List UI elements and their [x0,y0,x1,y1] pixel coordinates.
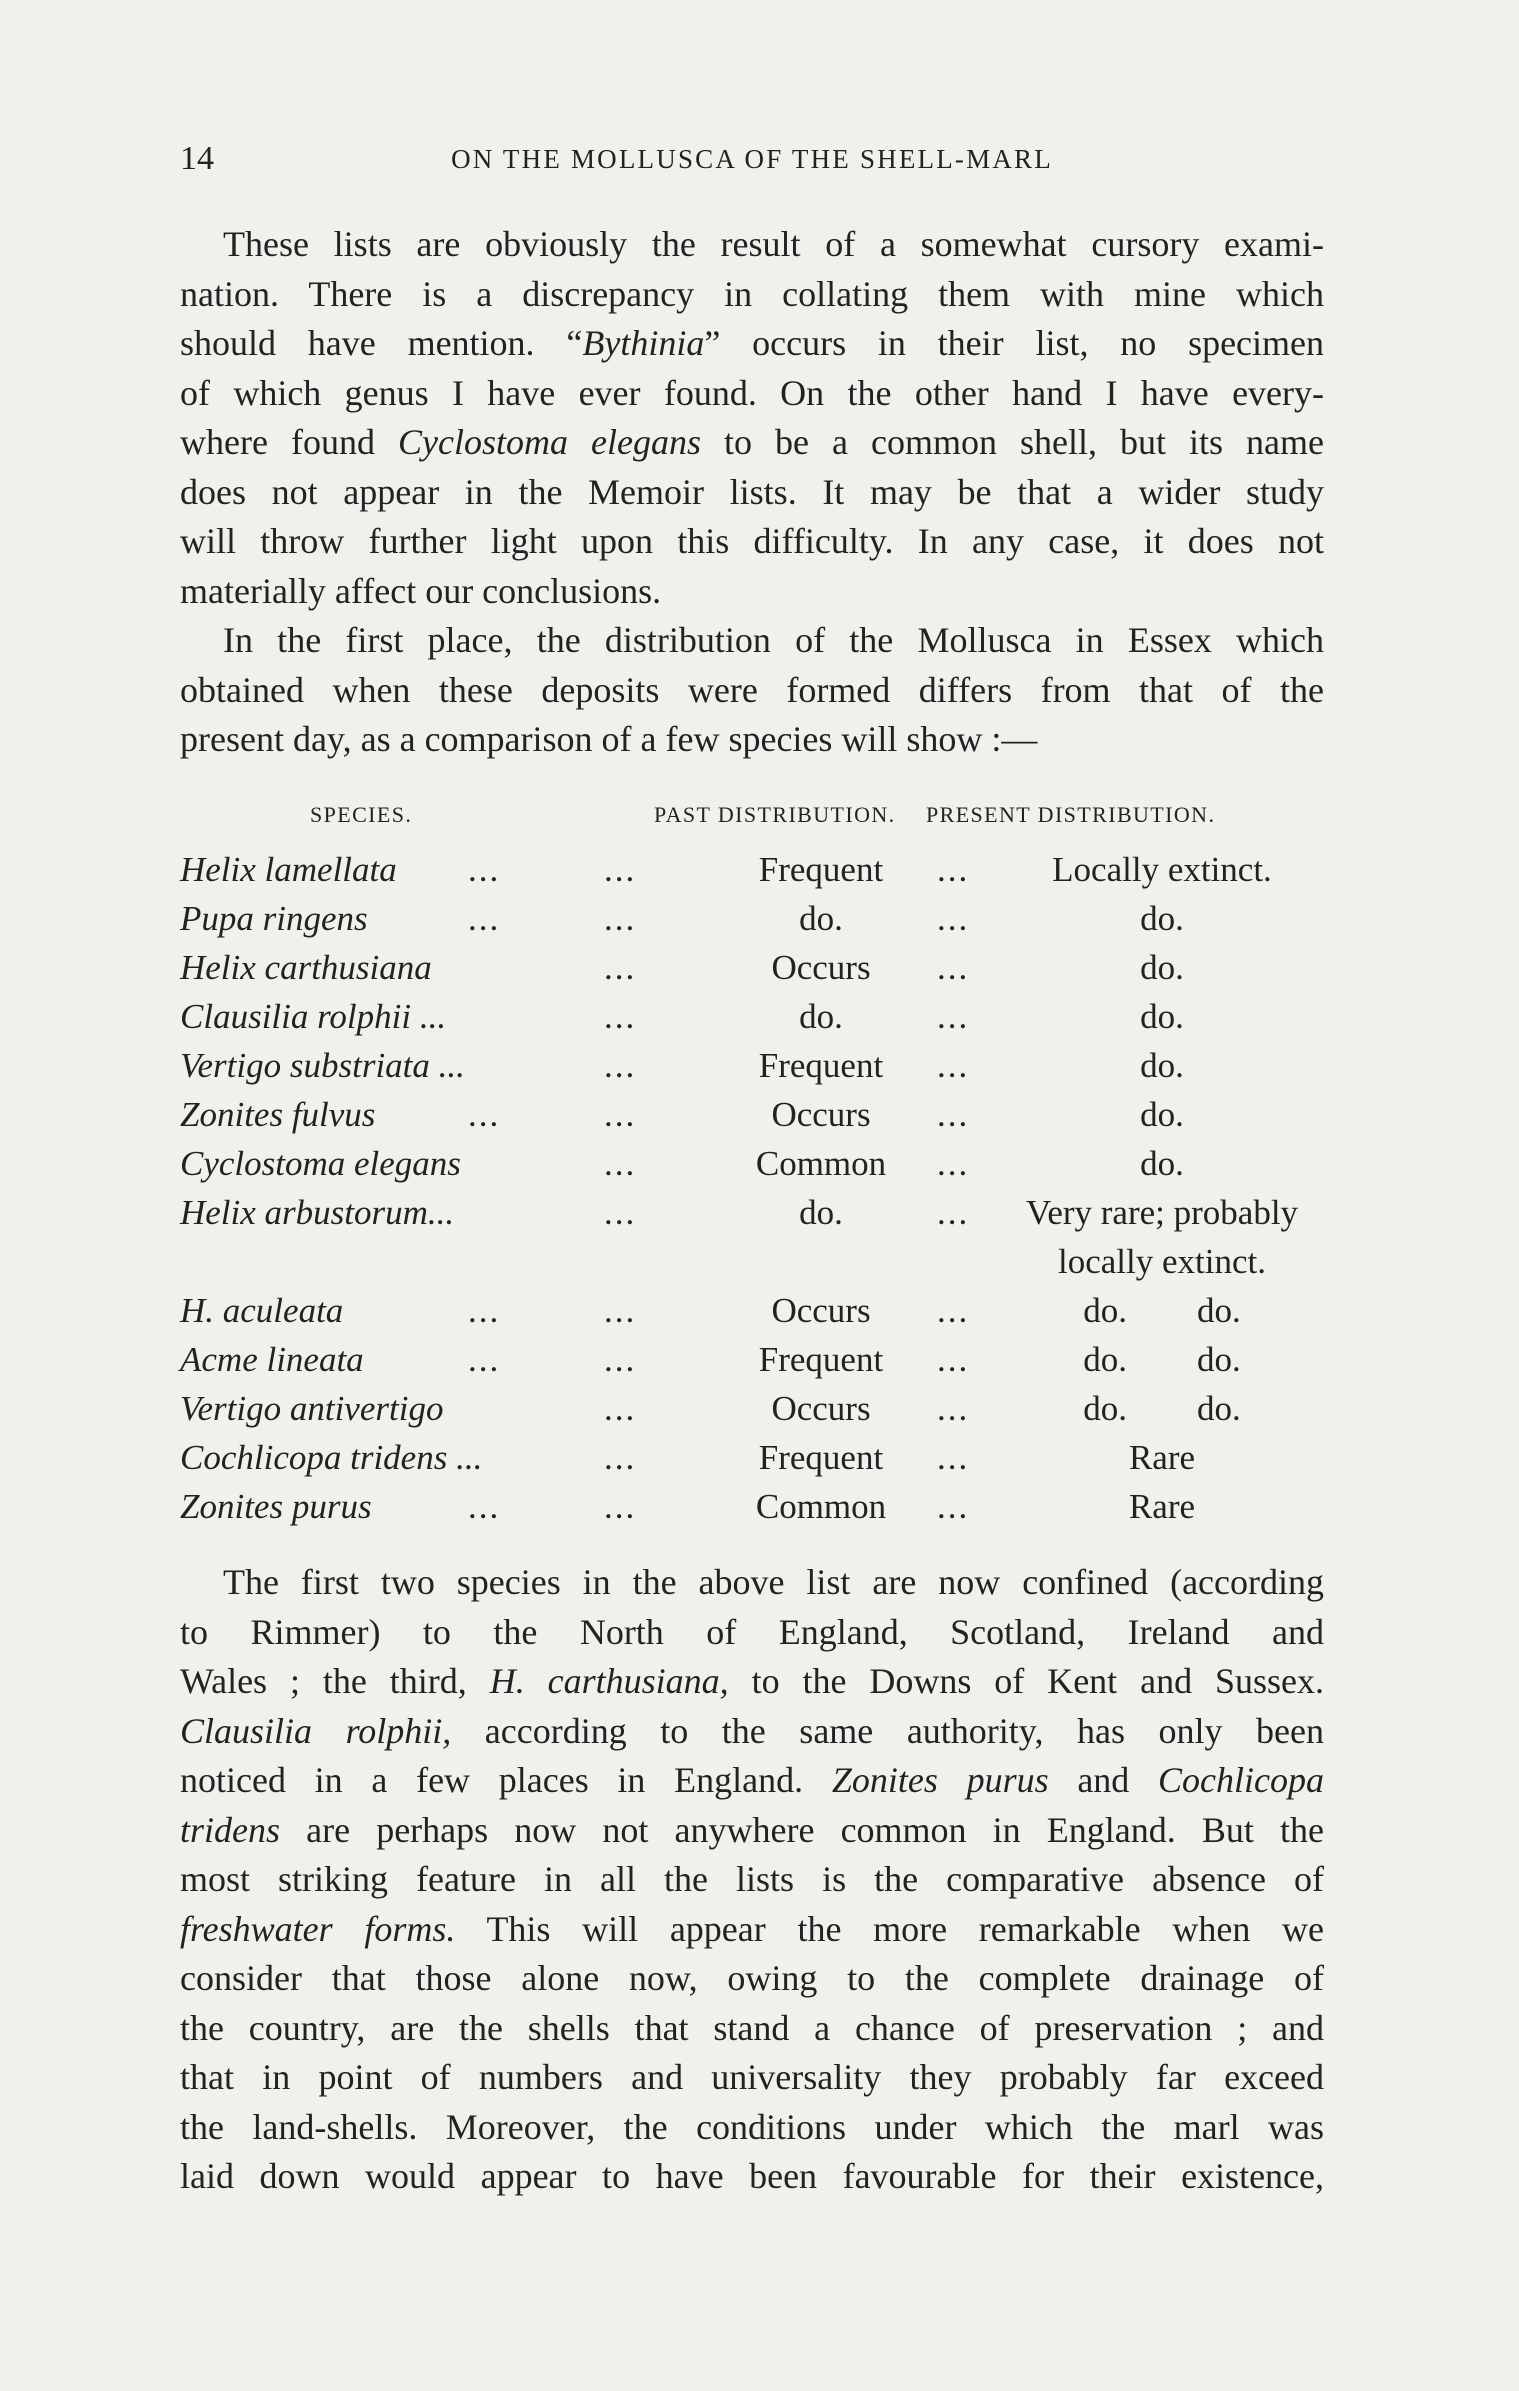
text-span: are perhaps now not anywhere common in England. But the [306,1809,1324,1850]
past-distribution-cell: Frequent [758,1340,884,1379]
table-body [180,850,1324,1536]
species-cell: Clausilia rolphii ... [180,997,447,1036]
leader-dots: ... [937,1438,970,1477]
leader-dots: ... [604,948,637,987]
past-distribution-cell: Frequent [758,1438,884,1477]
present-distribution-cell: do. [1140,1046,1184,1085]
species-cell: Pupa ringens [180,899,368,938]
past-distribution-cell: do. [799,1193,843,1232]
species-cell: Zonites purus [180,1487,372,1526]
running-head: ON THE MOLLUSCA OF THE SHELL-MARL [451,144,1053,174]
species-cell: Cochlicopa tridens ... [180,1438,483,1477]
present-distribution-cell: do. [1140,1095,1184,1134]
paragraph-1 [180,220,1324,616]
text-line: the country, are the shells that stand a chance of preservation ; and [180,2007,1324,2048]
header-past-distribution: PAST DISTRIBUTION. [654,802,896,827]
species-cell: Helix carthusiana [180,948,432,987]
table-row [180,1487,1324,1536]
text-line [180,1806,1324,1856]
species-cell: Acme lineata [180,1340,364,1379]
species-name: Cyclostoma elegans [397,422,701,462]
leader-dots: ... [604,1389,637,1428]
table-row [180,899,1324,948]
leader-dots: ... [937,997,970,1036]
leader-dots: ... [468,1340,501,1379]
present-distribution-cell: do. do. [1083,1291,1241,1330]
leader-dots: ... [937,948,970,987]
present-distribution-cell: Very rare; probably [1025,1193,1299,1232]
leader-dots: ... [937,1046,970,1085]
present-distribution-cell: Rare [1128,1438,1196,1477]
text-span: noticed in a few places in England. [180,1760,804,1800]
leader-dots: ... [604,1487,637,1526]
species-cell: Helix arbustorum... [180,1193,455,1232]
present-distribution-cell: do. do. [1083,1340,1241,1379]
past-distribution-cell: do. [799,899,843,938]
text-line [180,319,1324,369]
leader-dots: ... [937,1193,970,1232]
text-line [180,418,1324,468]
past-distribution-cell: Occurs [771,1291,871,1330]
text-span: This will appear the more remarkable when we [486,1908,1325,1949]
present-distribution-cell: locally extinct. [1058,1242,1266,1281]
text-line: most striking feature in all the lists is the comparative absence of [180,1859,1324,1899]
text-line [180,1905,1324,1955]
text-line [180,1707,1324,1757]
species-name: Cochlicopa [1158,1760,1324,1800]
text-line: materially affect our conclusions. [180,570,662,611]
leader-dots: ... [604,1340,637,1379]
emphasis: freshwater forms. [180,1908,456,1949]
species-cell: Cyclostoma elegans [180,1144,461,1183]
table-row [180,1291,1324,1340]
present-distribution-cell: Rare [1128,1487,1196,1526]
text-span: “ [566,323,583,363]
text-line: the land-shells. Moreover, the conditions under which the marl was [180,2106,1324,2147]
text-line: In the first place, the distribution of the Mollusca in Essex which [223,620,1324,660]
header-present-distribution: PRESENT DISTRIBUTION. [926,802,1216,827]
past-distribution-cell: Occurs [771,1389,871,1428]
table-row [180,1046,1324,1095]
table-row [180,1242,1324,1291]
leader-dots: ... [604,899,637,938]
leader-dots: ... [604,1095,637,1134]
past-distribution-cell: Occurs [771,948,871,987]
past-distribution-cell: Frequent [758,850,884,889]
leader-dots: ... [937,1487,970,1526]
species-cell: Vertigo antivertigo [180,1389,444,1428]
past-distribution-cell: Occurs [771,1095,871,1134]
species-name: Clausilia rolphii, [180,1710,452,1751]
header-species: SPECIES. [310,802,413,827]
text-line: that in point of numbers and universality they probably far exceed [180,2057,1324,2097]
table-header [180,792,1324,850]
text-span: to be a common shell, but its name [723,422,1325,462]
text-span: to the Downs of Kent and Sussex. [751,1661,1325,1701]
leader-dots: ... [468,1291,501,1330]
leader-dots: ... [604,1046,637,1085]
species-cell: Zonites fulvus [180,1095,376,1134]
leader-dots: ... [604,1144,637,1183]
text-line: consider that those alone now, owing to the complete drainage of [180,1958,1324,1998]
table-row [180,1438,1324,1487]
leader-dots: ... [937,1389,970,1428]
leader-dots: ... [604,1193,637,1232]
text-line: present day, as a comparison of a few species will show :— [180,719,1038,759]
table-row [180,850,1324,899]
table-row [180,1144,1324,1193]
present-distribution-cell: Locally extinct. [1052,850,1272,889]
table-row [180,997,1324,1046]
leader-dots: ... [937,1340,970,1379]
paragraph-3 [180,1558,1324,2202]
leader-dots: ... [468,899,501,938]
text-line: These lists are obviously the result of a somewhat cursory exami- [223,224,1324,264]
text-line: will throw further light upon this difficulty. In any case, it does not [180,521,1324,561]
leader-dots: ... [468,1095,501,1134]
leader-dots: ... [604,1291,637,1330]
text-line: does not appear in the Memoir lists. It may be that a wider study [180,471,1324,512]
species-cell: Vertigo substriata ... [180,1046,465,1085]
leader-dots: ... [937,899,970,938]
text-line: The first two species in the above list are now confined (according [223,1562,1324,1602]
table-row [180,1340,1324,1389]
text-line: nation. There is a discrepancy in collating them with mine which [180,273,1324,314]
present-distribution-cell: do. [1140,899,1184,938]
text-line: laid down would appear to have been favourable for their existence, [180,2156,1324,2196]
leader-dots: ... [604,997,637,1036]
text-line: of which genus I have ever found. On the other hand I have every- [180,372,1324,413]
text-span: where found [180,422,375,462]
leader-dots: ... [937,1095,970,1134]
text-line: to Rimmer) to the North of England, Scotland, Ireland and [180,1611,1324,1652]
present-distribution-cell: do. [1140,997,1184,1036]
species-name: Zonites purus [831,1760,1049,1800]
past-distribution-cell: Common [755,1144,887,1183]
table-row [180,1095,1324,1144]
text-span: and [1077,1760,1130,1800]
text-span: ” occurs in their list, no specimen [704,323,1325,363]
leader-dots: ... [468,850,501,889]
past-distribution-cell: Frequent [758,1046,884,1085]
present-distribution-cell: do. [1140,1144,1184,1183]
page-number: 14 [180,140,214,177]
text-line [180,1657,1324,1707]
text-span: according to the same authority, has only been [484,1710,1324,1751]
text-line: obtained when these deposits were formed differs from that of the [180,669,1324,710]
page-header [180,140,1324,190]
table-row [180,1193,1324,1242]
text-span: should have mention. [180,323,535,363]
present-distribution-cell: do. do. [1083,1389,1241,1428]
leader-dots: ... [937,1144,970,1183]
past-distribution-cell: Common [755,1487,887,1526]
distribution-table [180,792,1324,1536]
species-cell: Helix lamellata [180,850,397,889]
leader-dots: ... [937,850,970,889]
paragraph-2 [180,616,1324,765]
leader-dots: ... [604,1438,637,1477]
genus-name: Bythinia [582,323,705,363]
species-cell: H. aculeata [180,1291,344,1330]
species-name: tridens [180,1809,281,1850]
table-row [180,1389,1324,1438]
text-line [180,1756,1324,1806]
text-span: Wales ; the third, [180,1661,467,1701]
leader-dots: ... [604,850,637,889]
leader-dots: ... [468,1487,501,1526]
leader-dots: ... [937,1291,970,1330]
table-row [180,948,1324,997]
past-distribution-cell: do. [799,997,843,1036]
species-name: H. carthusiana, [489,1661,729,1701]
present-distribution-cell: do. [1140,948,1184,987]
